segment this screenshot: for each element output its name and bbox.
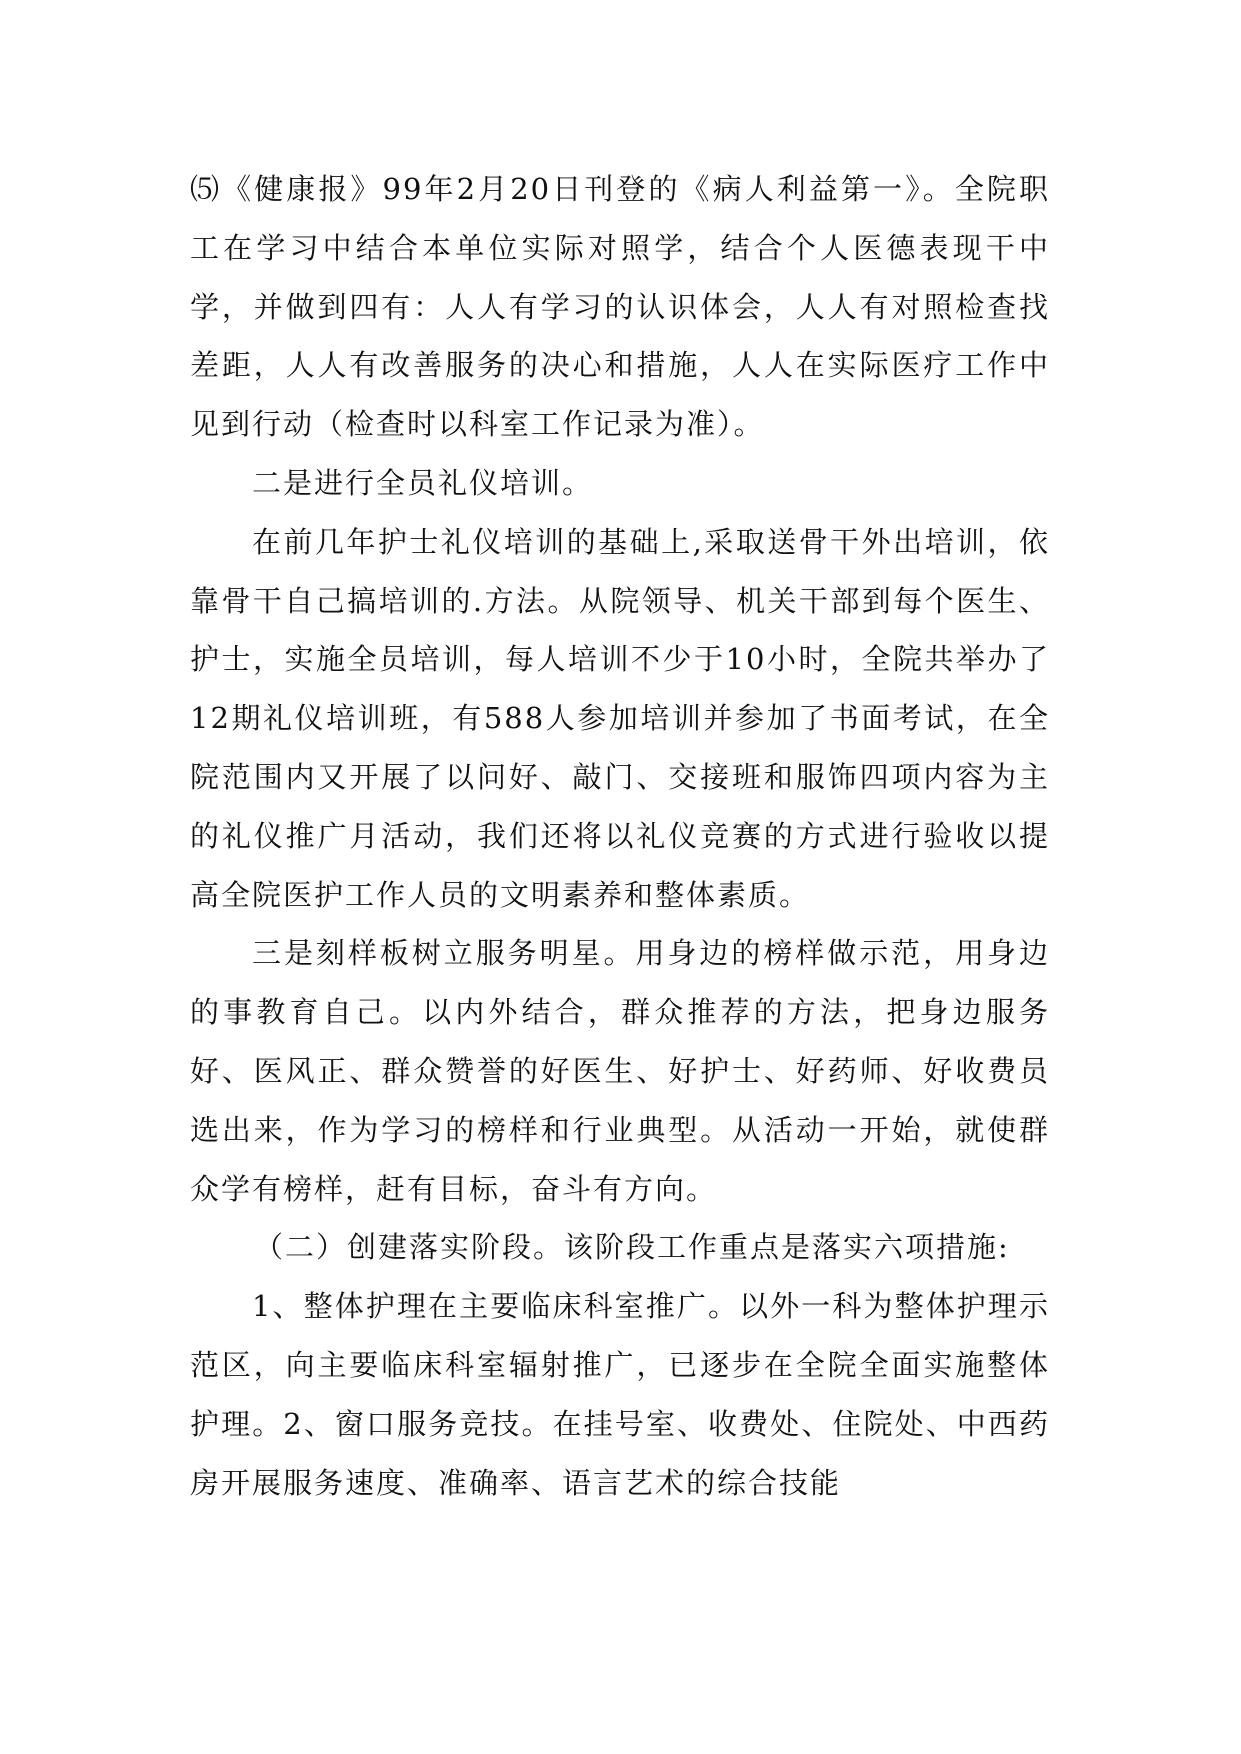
paragraph-service-stars: 三是刻样板树立服务明星。用身边的榜样做示范，用身边的事教育自己。以内外结合，群众推荐的方法，把身边服务好、医风正、群众赞誉的好医生、好护士、好药师、好收费员选出来，作为学习的榜样和行业典型。从活动一开始，就使群众学有榜样，赶有目标，奋斗有方向。: [190, 936, 1050, 1206]
paragraph-implementation-stage: （二）创建落实阶段。该阶段工作重点是落实六项措施:: [254, 1230, 1010, 1265]
paragraph-measures: 1、整体护理在主要临床科室推广。以外一科为整体护理示范区，向主要临床科室辐射推广，已逐步在全院全面实施整体护理。2、窗口服务竞技。在挂号室、收费处、住院处、中西药房开展服务速度、准确率、语言艺术的综合技能: [190, 1289, 1050, 1500]
paragraph-study-materials: ⑸《健康报》99年2月20日刊登的《病人利益第一》。全院职工在学习中结合本单位实际对照学，结合个人医德表现干中学，并做到四有：人人有学习的认识体会，人人有对照检查找差距，人人有改善服务的决心和措施，人人在实际医疗工作中见到行动（检查时以科室工作记录为准）。: [190, 172, 1050, 442]
paragraph-etiquette-training: 在前几年护士礼仪培训的基础上,采取送骨干外出培训，依靠骨干自己搞培训的.方法。从院领导、机关干部到每个医生、护士，实施全员培训，每人培训不少于10小时，全院共举办了12期礼仪培训班，有588人参加培训并参加了书面考试，在全院范围内又开展了以问好、敲门、交接班和服饰四项内容为主的礼仪推广月活动，我们还将以礼仪竞赛的方式进行验收以提高全院医护工作人员的文明素养和整体素质。: [190, 524, 1050, 912]
document-page: [190, 160, 1050, 1512]
paragraph-etiquette-heading: 二是进行全员礼仪培训。: [252, 465, 594, 500]
